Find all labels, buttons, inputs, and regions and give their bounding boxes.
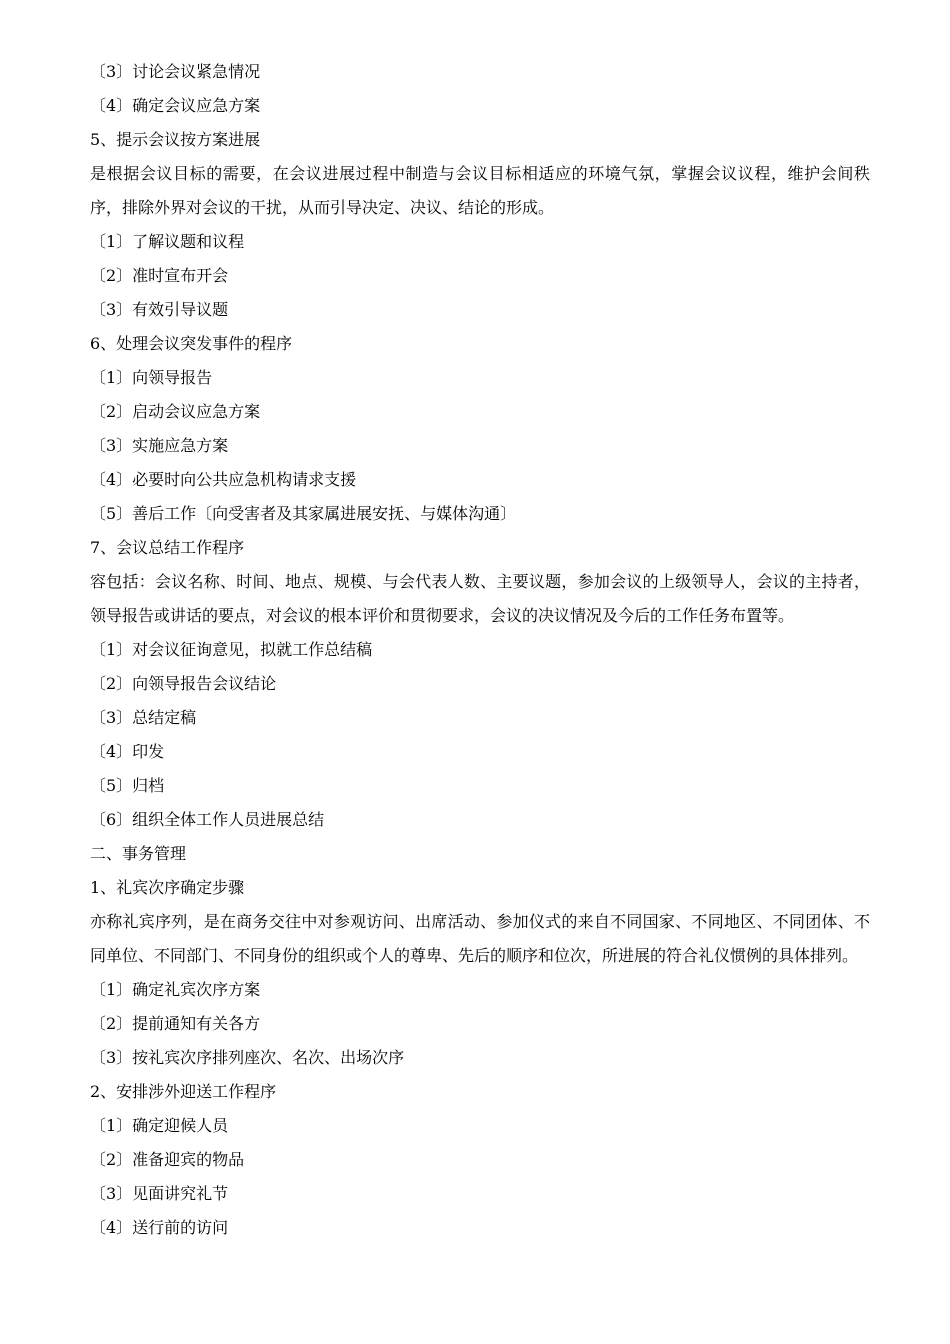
document-page [90,55,870,1245]
list-item: 〔3〕总结定稿 [90,708,197,727]
list-item: 〔1〕对会议征询意见，拟就工作总结稿 [90,640,373,659]
list-item: 〔4〕必要时向公共应急机构请求支援 [90,470,357,489]
section-heading: 6、处理会议突发事件的程序 [90,334,293,353]
section-heading: 7、会议总结工作程序 [90,538,245,557]
list-item: 〔2〕准时宣布开会 [90,266,229,285]
list-item: 〔2〕准备迎宾的物品 [90,1150,245,1169]
list-item: 〔1〕确定礼宾次序方案 [90,980,261,999]
chapter-heading: 二、事务管理 [90,844,187,863]
list-item: 〔5〕善后工作〔向受害者及其家属进展安抚、与媒体沟通〕 [90,504,517,523]
list-item: 〔1〕了解议题和议程 [90,232,245,251]
list-item: 〔3〕有效引导议题 [90,300,229,319]
list-item: 〔4〕送行前的访问 [90,1218,229,1237]
list-item: 〔4〕印发 [90,742,165,761]
body-paragraph: 容包括：会议名称、时间、地点、规模、与会代表人数、主要议题，参加会议的上级领导人，会议的主持者，领导报告或讲话的要点，对会议的根本评价和贯彻要求，会议的决议情况及今后的工作任务布置等。 [90,572,870,625]
list-item: 〔2〕启动会议应急方案 [90,402,261,421]
list-item: 〔2〕向领导报告会议结论 [90,674,277,693]
section-heading: 1、礼宾次序确定步骤 [90,878,245,897]
section-heading: 5、提示会议按方案进展 [90,130,261,149]
list-item: 〔4〕确定会议应急方案 [90,96,261,115]
body-paragraph: 是根据会议目标的需要，在会议进展过程中制造与会议目标相适应的环境气氛，掌握会议议程，维护会间秩序，排除外界对会议的干扰，从而引导决定、决议、结论的形成。 [90,164,870,217]
list-item: 〔3〕实施应急方案 [90,436,229,455]
list-item: 〔6〕组织全体工作人员进展总结 [90,810,325,829]
list-item: 〔3〕按礼宾次序排列座次、名次、出场次序 [90,1048,405,1067]
body-paragraph: 亦称礼宾序列，是在商务交往中对参观访问、出席活动、参加仪式的来自不同国家、不同地区、不同团体、不同单位、不同部门、不同身份的组织或个人的尊卑、先后的顺序和位次，所进展的符合礼仪惯例的具体排列。 [90,912,870,965]
list-item: 〔3〕见面讲究礼节 [90,1184,229,1203]
list-item: 〔5〕归档 [90,776,165,795]
list-item: 〔1〕向领导报告 [90,368,213,387]
list-item: 〔1〕确定迎候人员 [90,1116,229,1135]
list-item: 〔2〕提前通知有关各方 [90,1014,261,1033]
list-item: 〔3〕讨论会议紧急情况 [90,62,261,81]
section-heading: 2、安排涉外迎送工作程序 [90,1082,277,1101]
